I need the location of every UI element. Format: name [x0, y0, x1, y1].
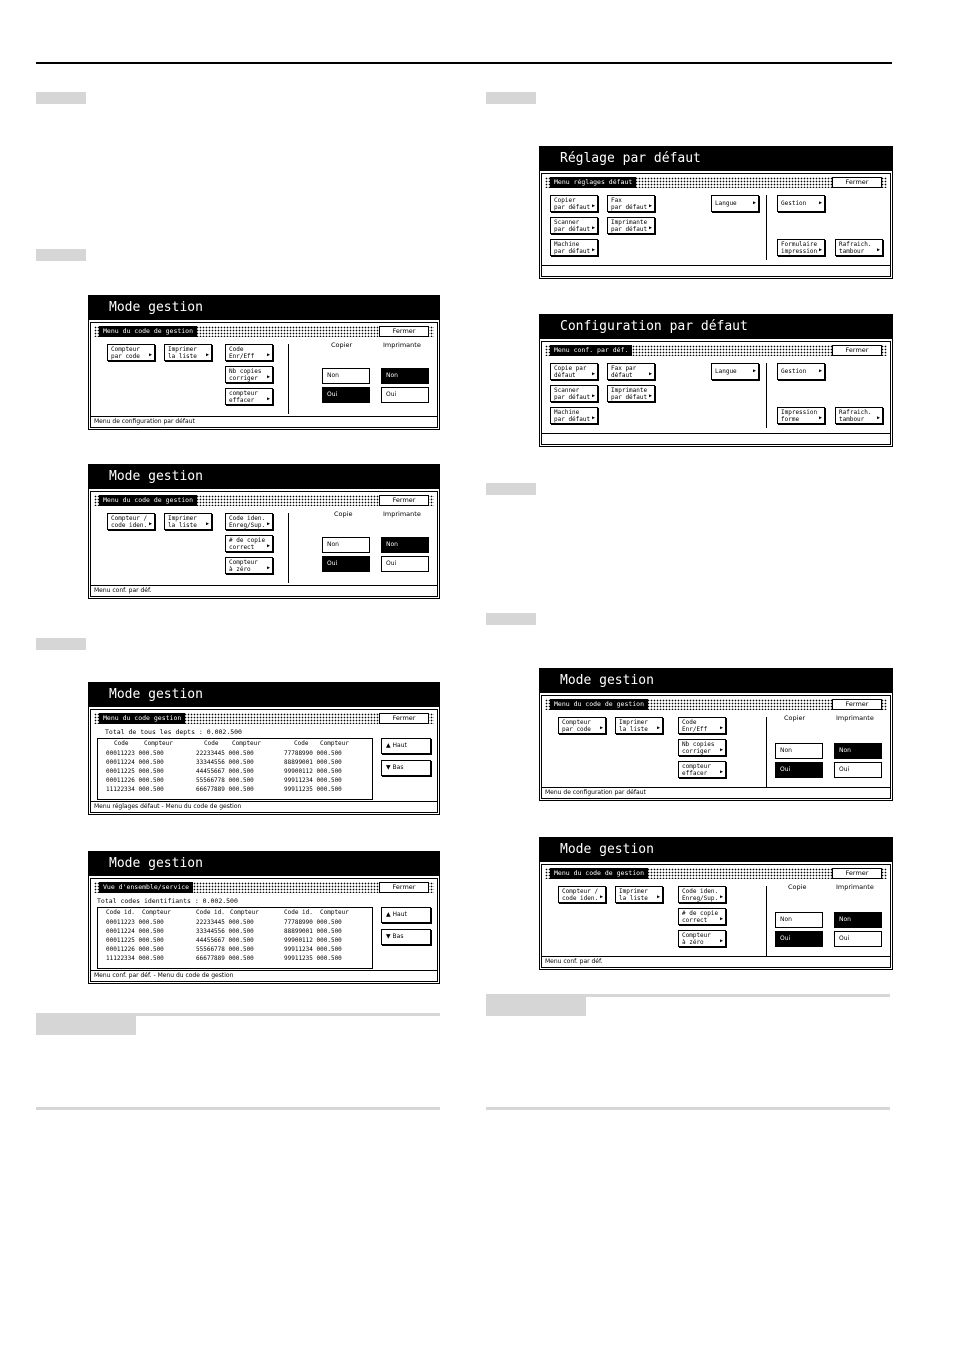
imprimante-label: Imprimante — [836, 883, 874, 891]
haut-label: Haut — [392, 911, 407, 918]
reglage-par-defaut-panel — [539, 146, 893, 279]
status-bar — [542, 433, 890, 444]
imprimer-liste-button[interactable]: Imprimer la liste ▶ — [164, 344, 212, 361]
up-arrow-icon: ▲ — [386, 742, 393, 749]
formulaire-impression-button[interactable]: Formulaire impression ▶ — [777, 239, 825, 256]
panel-body — [541, 173, 891, 277]
table-cell[interactable]: 55566778 000.500 — [196, 777, 254, 784]
table-cell[interactable]: 99900112 000.500 — [284, 768, 342, 775]
imprimante-label: Imprimante — [383, 341, 421, 349]
copier-non-option[interactable]: Non — [322, 368, 370, 384]
fermer-button[interactable]: Fermer — [832, 345, 882, 356]
imprimante-non-option[interactable]: Non — [834, 912, 882, 928]
divider — [766, 886, 767, 956]
imprimante-label: Imprimante — [836, 714, 874, 722]
fermer-button[interactable]: Fermer — [379, 882, 429, 893]
status-bar: Menu de configuration par défaut — [91, 416, 437, 427]
imprimante-non-option[interactable]: Non — [381, 537, 429, 553]
panel-body — [90, 878, 438, 982]
fermer-button[interactable]: Fermer — [832, 177, 882, 188]
panel-title: Mode gestion — [89, 465, 439, 489]
copie-non-option[interactable]: Non — [775, 912, 823, 928]
rafraich-tambour-button[interactable]: Rafraich. tambour ▶ — [835, 407, 883, 424]
bas-button[interactable] — [381, 760, 431, 776]
langue-button[interactable]: Langue ▶ — [711, 363, 759, 380]
bas-label: Bas — [392, 764, 404, 771]
panel-body — [541, 695, 891, 799]
down-arrow-icon: ▼ — [386, 933, 393, 940]
note-tag — [36, 1016, 136, 1035]
copier-oui-option[interactable]: Oui — [775, 762, 823, 778]
step-marker — [36, 92, 86, 104]
imprimante-non-option[interactable]: Non — [834, 743, 882, 759]
panel-subtitle: Menu du code de gestion — [99, 326, 197, 337]
divider — [766, 195, 767, 260]
total-line: Total codes identifiants : 0.002.500 — [97, 897, 238, 905]
nb-copies-corriger-button[interactable]: Nb copies corriger ▶ — [678, 739, 726, 756]
compteur-zero-button[interactable]: Compteur à zéro ▶ — [225, 557, 273, 574]
code-table — [97, 907, 373, 969]
status-bar: Menu réglages défaut - Menu du code de gestion — [91, 801, 437, 812]
panel-title: Mode gestion — [540, 669, 892, 693]
panel-subtitle: Vue d'ensemble/service — [99, 882, 193, 893]
copie-oui-option[interactable]: Oui — [775, 931, 823, 947]
compteur-effacer-button[interactable]: compteur effacer ▶ — [678, 761, 726, 778]
panel-subtitle: Menu du code de gestion — [99, 495, 197, 506]
table-cell[interactable]: 66677889 000.500 — [196, 786, 254, 793]
mode-gestion-panel-fr-right — [539, 668, 893, 801]
table-cell[interactable]: 22233445 000.500 — [196, 919, 254, 926]
code-iden-enreg-button[interactable]: Code iden. Enreg/Sup. ▶ — [678, 886, 726, 903]
rafraich-tambour-button[interactable]: Rafraich. tambour ▶ — [835, 239, 883, 256]
col-header-codeid: Code id. — [196, 909, 225, 916]
copie-par-defaut-button[interactable]: Copie par défaut ▶ — [550, 363, 598, 380]
table-cell[interactable]: 99911235 000.500 — [284, 955, 342, 962]
table-cell[interactable]: 00011224 000.500 — [106, 928, 164, 935]
divider — [766, 363, 767, 428]
compteur-par-code-button[interactable]: Compteur par code ▶ — [107, 344, 155, 361]
machine-par-defaut-button[interactable]: Machine par défaut ▶ — [550, 239, 598, 256]
note-header — [36, 1013, 440, 1035]
compteur-code-iden-button[interactable]: Compteur / code iden. ▶ — [107, 513, 155, 530]
step-marker — [486, 483, 536, 495]
top-rule — [36, 62, 892, 64]
col-header-compteur: Compteur — [232, 740, 261, 747]
panel-subtitle: Menu conf. par déf. — [550, 345, 632, 356]
gestion-button[interactable]: Gestion ▶ — [777, 195, 825, 212]
table-cell[interactable]: 33344556 000.500 — [196, 759, 254, 766]
table-cell[interactable]: 44455667 000.500 — [196, 768, 254, 775]
code-iden-enreg-button[interactable]: Code iden. Enreg/Sup. ▶ — [225, 513, 273, 530]
total-line: Total de tous les depts : 0.002.500 — [105, 728, 242, 736]
panel-body — [541, 864, 891, 968]
table-cell[interactable]: 99911234 000.500 — [284, 946, 342, 953]
copie-label: Copie — [788, 883, 807, 891]
copier-par-defaut-button[interactable]: Copier par défaut ▶ — [550, 195, 598, 212]
mode-gestion-panel-ca — [88, 464, 440, 599]
copier-label: Copier — [331, 341, 353, 349]
table-cell[interactable]: 99911235 000.500 — [284, 786, 342, 793]
panel-title: Mode gestion — [540, 838, 892, 862]
bas-button[interactable] — [381, 929, 431, 945]
status-bar: Menu conf. par déf. - Menu du code de gestion — [91, 970, 437, 981]
imprimante-par-defaut-button[interactable]: Imprimante par défaut ▶ — [607, 217, 655, 234]
table-cell[interactable]: 44455667 000.500 — [196, 937, 254, 944]
panel-body — [90, 491, 438, 597]
scanner-par-defaut-button[interactable]: Scanner par défaut ▶ — [550, 217, 598, 234]
compteur-zero-button[interactable]: Compteur à zéro ▶ — [678, 930, 726, 947]
panel-subtitle: Menu du code gestion — [99, 713, 185, 724]
status-bar: Menu conf. par déf. — [542, 956, 890, 967]
code-list-panel-ca — [88, 851, 440, 984]
table-cell[interactable]: 99911234 000.500 — [284, 777, 342, 784]
table-cell[interactable]: 00011226 000.500 — [106, 946, 164, 953]
copie-oui-option[interactable]: Oui — [322, 556, 370, 572]
panel-title: Mode gestion — [89, 852, 439, 876]
fermer-button[interactable]: Fermer — [379, 326, 429, 337]
imprimer-liste-button[interactable]: Imprimer la liste ▶ — [615, 717, 663, 734]
copier-label: Copier — [784, 714, 806, 722]
panel-title: Mode gestion — [89, 683, 439, 707]
impression-forme-button[interactable]: Impression forme ▶ — [777, 407, 825, 424]
imprimante-oui-option[interactable]: Oui — [381, 556, 429, 572]
bas-label: Bas — [392, 933, 404, 940]
col-header-codeid: Code id. — [284, 909, 313, 916]
code-list-panel-fr — [88, 682, 440, 815]
nb-copie-correct-button[interactable]: # de copie correct ▶ — [678, 908, 726, 925]
table-cell[interactable]: 00011223 000.500 — [106, 750, 164, 757]
mode-gestion-panel-fr — [88, 295, 440, 430]
divider — [766, 717, 767, 787]
nb-copies-corriger-button[interactable]: Nb copies corriger ▶ — [225, 366, 273, 383]
col-header-codeid: Code id. — [106, 909, 135, 916]
fermer-button[interactable]: Fermer — [832, 868, 882, 879]
col-header-code: Code — [114, 740, 129, 747]
table-cell[interactable]: 00011223 000.500 — [106, 919, 164, 926]
fermer-button[interactable]: Fermer — [832, 699, 882, 710]
nb-copie-correct-button[interactable]: # de copie correct ▶ — [225, 535, 273, 552]
imprimer-liste-button[interactable]: Imprimer la liste ▶ — [615, 886, 663, 903]
panel-subtitle: Menu du code de gestion — [550, 868, 648, 879]
table-cell[interactable]: 00011225 000.500 — [106, 937, 164, 944]
imprimante-par-defaut-button[interactable]: Imprimante par défaut ▶ — [607, 385, 655, 402]
imprimante-oui-option[interactable]: Oui — [834, 931, 882, 947]
table-cell[interactable]: 11122334 000.500 — [106, 786, 164, 793]
table-cell[interactable]: 99900112 000.500 — [284, 937, 342, 944]
table-cell[interactable]: 33344556 000.500 — [196, 928, 254, 935]
panel-body — [541, 341, 891, 445]
step-marker — [36, 638, 86, 650]
fax-par-defaut-button[interactable]: Fax par défaut ▶ — [607, 195, 655, 212]
fermer-button[interactable]: Fermer — [379, 713, 429, 724]
copier-non-option[interactable]: Non — [775, 743, 823, 759]
col-header-compteur: Compteur — [320, 909, 349, 916]
fermer-button[interactable]: Fermer — [379, 495, 429, 506]
table-cell[interactable]: 00011224 000.500 — [106, 759, 164, 766]
step-marker — [36, 249, 86, 261]
haut-button[interactable] — [381, 907, 431, 923]
status-bar: Menu conf. par déf. — [91, 585, 437, 596]
langue-button[interactable]: Langue ▶ — [711, 195, 759, 212]
col-header-compteur: Compteur — [320, 740, 349, 747]
panel-subtitle: Menu du code de gestion — [550, 699, 648, 710]
fax-par-defaut-button[interactable]: Fax par défaut ▶ — [607, 363, 655, 380]
compteur-par-code-button[interactable]: Compteur par code ▶ — [558, 717, 606, 734]
copier-oui-option[interactable]: Oui — [322, 387, 370, 403]
table-cell[interactable]: 77788990 000.500 — [284, 750, 342, 757]
gestion-button[interactable]: Gestion ▶ — [777, 363, 825, 380]
code-enr-eff-button[interactable]: Code Enr/Eff ▶ — [678, 717, 726, 734]
imprimante-non-option[interactable]: Non — [381, 368, 429, 384]
table-cell[interactable]: 55566778 000.500 — [196, 946, 254, 953]
imprimer-liste-button[interactable]: Imprimer la liste ▶ — [164, 513, 212, 530]
divider — [288, 344, 289, 414]
compteur-effacer-button[interactable]: compteur effacer ▶ — [225, 388, 273, 405]
panel-body — [90, 709, 438, 813]
status-bar: Menu de configuration par défaut — [542, 787, 890, 798]
col-header-code: Code — [204, 740, 219, 747]
copie-label: Copie — [334, 510, 353, 518]
code-enr-eff-button[interactable]: Code Enr/Eff ▶ — [225, 344, 273, 361]
panel-subtitle: Menu réglages défaut — [550, 177, 636, 188]
note-end-rule — [36, 1107, 440, 1110]
status-bar — [542, 265, 890, 276]
haut-button[interactable] — [381, 738, 431, 754]
imprimante-label: Imprimante — [383, 510, 421, 518]
table-cell[interactable]: 00011226 000.500 — [106, 777, 164, 784]
table-cell[interactable]: 88899001 000.500 — [284, 759, 342, 766]
col-header-compteur: Compteur — [144, 740, 173, 747]
note-header — [486, 994, 890, 1016]
panel-body — [90, 322, 438, 428]
note-tag — [486, 997, 586, 1016]
table-cell[interactable]: 88899001 000.500 — [284, 928, 342, 935]
table-cell[interactable]: 00011225 000.500 — [106, 768, 164, 775]
col-header-compteur: Compteur — [230, 909, 259, 916]
scanner-par-defaut-button[interactable]: Scanner par défaut ▶ — [550, 385, 598, 402]
divider — [288, 513, 289, 583]
panel-title: Mode gestion — [89, 296, 439, 320]
col-header-compteur: Compteur — [142, 909, 171, 916]
configuration-par-defaut-panel — [539, 314, 893, 447]
up-arrow-icon: ▲ — [386, 911, 393, 918]
table-cell[interactable]: 66677889 000.500 — [196, 955, 254, 962]
compteur-code-iden-button[interactable]: Compteur / code iden. ▶ — [558, 886, 606, 903]
down-arrow-icon: ▼ — [386, 764, 393, 771]
haut-label: Haut — [392, 742, 407, 749]
panel-title: Réglage par défaut — [540, 147, 892, 171]
step-marker — [486, 613, 536, 625]
table-cell[interactable]: 77788990 000.500 — [284, 919, 342, 926]
table-cell[interactable]: 22233445 000.500 — [196, 750, 254, 757]
note-end-rule — [486, 1107, 890, 1110]
col-header-code: Code — [294, 740, 309, 747]
machine-par-defaut-button[interactable]: Machine par défaut ▶ — [550, 407, 598, 424]
copie-non-option[interactable]: Non — [322, 537, 370, 553]
code-table — [97, 738, 373, 800]
imprimante-oui-option[interactable]: Oui — [834, 762, 882, 778]
step-marker — [486, 92, 536, 104]
imprimante-oui-option[interactable]: Oui — [381, 387, 429, 403]
panel-title: Configuration par défaut — [540, 315, 892, 339]
table-cell[interactable]: 11122334 000.500 — [106, 955, 164, 962]
mode-gestion-panel-ca-right — [539, 837, 893, 970]
